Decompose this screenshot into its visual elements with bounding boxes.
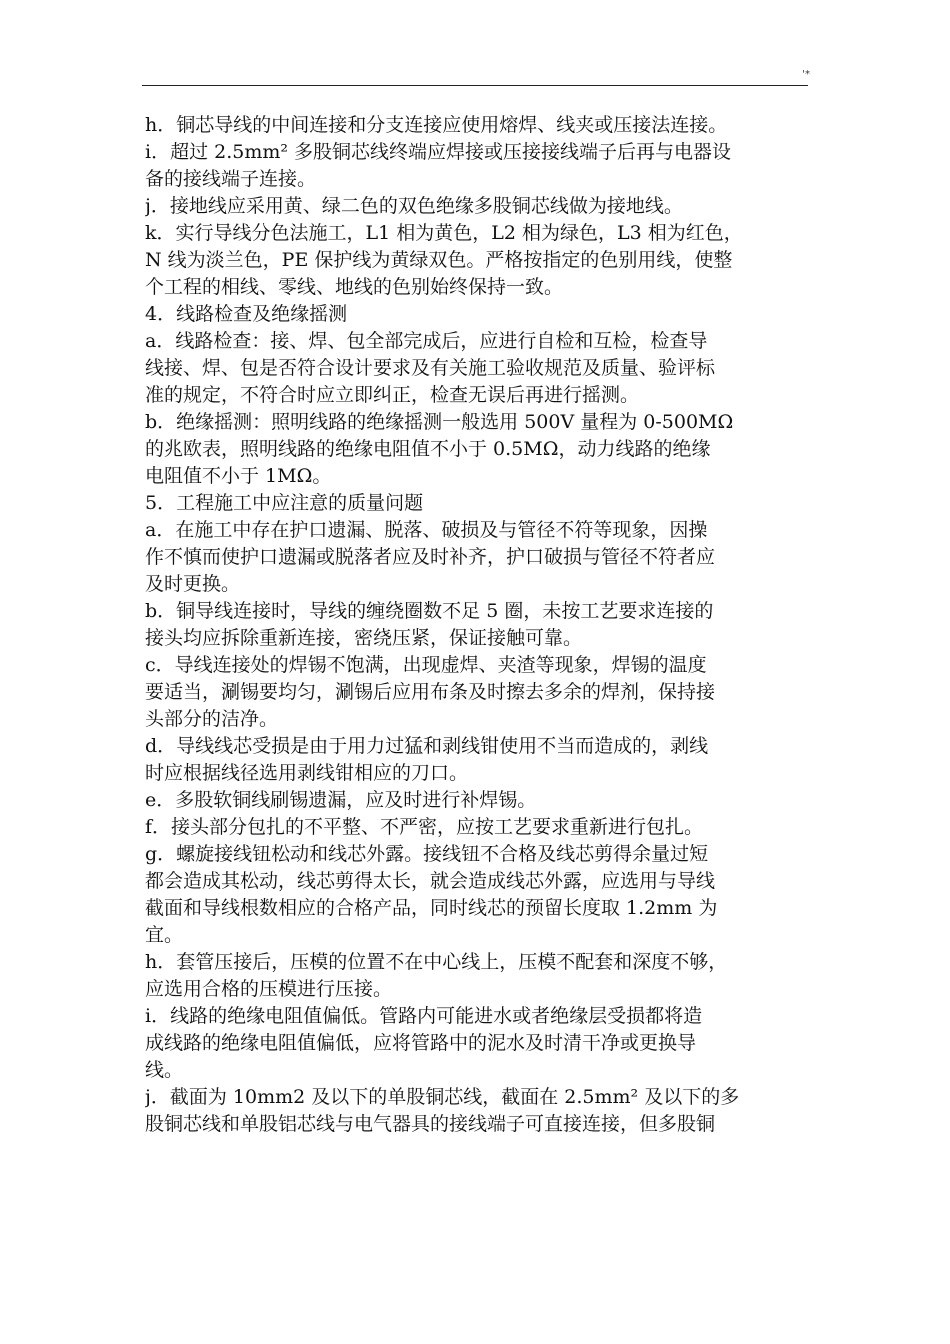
text-line: 都会造成其松动，线芯剪得太长，就会造成线芯外露，应选用与导线: [145, 870, 716, 892]
text-line: 个工程的相线、零线、地线的色别始终保持一致。: [145, 276, 564, 298]
text-line: f．接头部分包扎的不平整、不严密，应按工艺要求重新进行包扎。: [145, 816, 704, 838]
section-heading: 4．线路检查及绝缘摇测: [145, 303, 348, 325]
section-heading: 5．工程施工中应注意的质量问题: [145, 492, 424, 514]
text-line: a．在施工中存在护口遗漏、脱落、破损及与管径不符等现象，因操: [145, 519, 708, 541]
text-line: 头部分的洁净。: [145, 708, 279, 730]
text-line: 作不慎而使护口遗漏或脱落者应及时补齐，护口破损与管径不符者应: [145, 546, 716, 568]
text-line: 的兆欧表，照明线路的绝缘电阻值不小于 0.5MΩ，动力线路的绝缘: [145, 438, 711, 460]
text-line: 宜。: [145, 924, 184, 946]
text-line: j．截面为 10mm2 及以下的单股铜芯线，截面在 2.5mm² 及以下的多: [145, 1086, 740, 1108]
body-text: [145, 112, 809, 1138]
text-line: 股铜芯线和单股铝芯线与电气器具的接线端子可直接连接，但多股铜: [145, 1113, 716, 1135]
text-line: 要适当，涮锡要均匀，涮锡后应用布条及时擦去多余的焊剂，保持接: [145, 681, 716, 703]
text-line: 电阻值不小于 1MΩ。: [145, 465, 332, 487]
text-line: b．绝缘摇测：照明线路的绝缘摇测一般选用 500V 量程为 0-500MΩ: [145, 411, 734, 433]
text-line: j．接地线应采用黄、绿二色的双色绝缘多股铜芯线做为接地线。: [145, 195, 683, 217]
text-line: g．螺旋接线钮松动和线芯外露。接线钮不合格及线芯剪得余量过短: [145, 843, 709, 865]
header-rule: [142, 85, 808, 86]
text-line: 线。: [145, 1059, 184, 1081]
text-line: i．超过 2.5mm² 多股铜芯线终端应焊接或压接接线端子后再与电器设: [145, 141, 732, 163]
text-line: 备的接线端子连接。: [145, 168, 317, 190]
text-line: 接头均应拆除重新连接，密绕压紧，保证接触可靠。: [145, 627, 583, 649]
text-line: 截面和导线根数相应的合格产品，同时线芯的预留长度取 1.2mm 为: [145, 897, 718, 919]
text-line: d．导线线芯受损是由于用力过猛和剥线钳使用不当而造成的，剥线: [145, 735, 709, 757]
text-line: 时应根据线径选用剥线钳相应的刀口。: [145, 762, 469, 784]
text-line: N 线为淡兰色，PE 保护线为黄绿双色。严格按指定的色别用线，使整: [145, 249, 733, 271]
text-line: e．多股软铜线刷锡遗漏，应及时进行补焊锡。: [145, 789, 537, 811]
text-line: b．铜导线连接时，导线的缠绕圈数不足 5 圈，未按工艺要求连接的: [145, 600, 714, 622]
text-line: c．导线连接处的焊锡不饱满，出现虚焊、夹渣等现象，焊锡的温度: [145, 654, 707, 676]
text-line: 成线路的绝缘电阻值偏低，应将管路中的泥水及时清干净或更换导: [145, 1032, 697, 1054]
text-line: 应选用合格的压模进行压接。: [145, 978, 393, 1000]
text-line: 及时更换。: [145, 573, 241, 595]
text-line: 准的规定，不符合时应立即纠正，检查无误后再进行摇测。: [145, 384, 640, 406]
text-line: 线接、焊、包是否符合设计要求及有关施工验收规范及质量、验评标: [145, 357, 716, 379]
text-line: i．线路的绝缘电阻值偏低。管路内可能进水或者绝缘层受损都将造: [145, 1005, 703, 1027]
header-mark: '*: [802, 69, 810, 80]
text-line: k．实行导线分色法施工，L1 相为黄色，L2 相为绿色，L3 相为红色，: [145, 222, 743, 244]
text-line: h．套管压接后，压模的位置不在中心线上，压模不配套和深度不够，: [145, 951, 728, 973]
text-line: a．线路检查：接、焊、包全部完成后，应进行自检和互检，检查导: [145, 330, 708, 352]
text-line: h．铜芯导线的中间连接和分支连接应使用熔焊、线夹或压接法连接。: [145, 114, 728, 136]
